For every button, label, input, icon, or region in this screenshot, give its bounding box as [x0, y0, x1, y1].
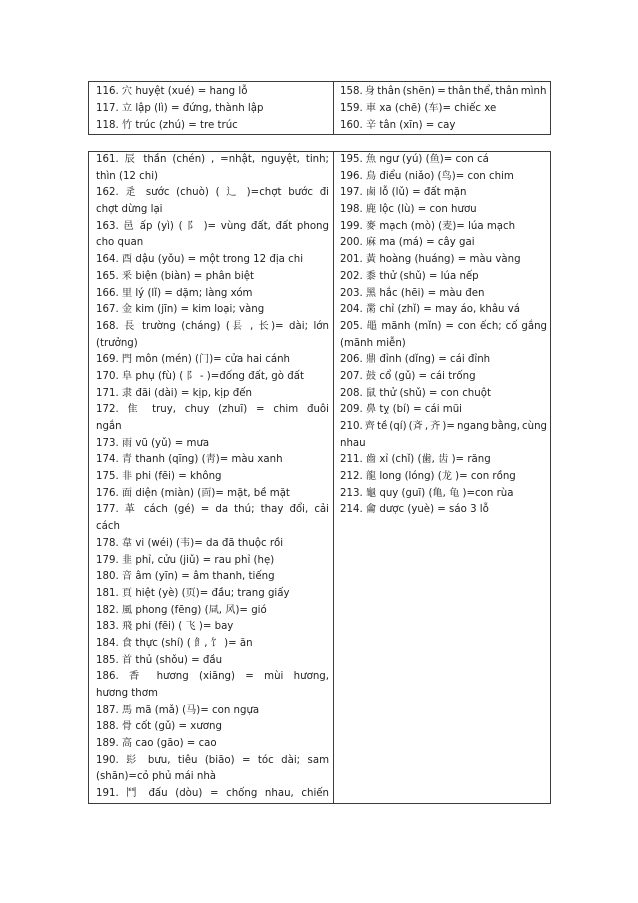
entry-line: 198. 鹿 lộc (lù) = con hươu	[340, 204, 477, 216]
entry-line: 190. 髟 bưu, tiêu (biāo) = tóc dài; sam	[96, 754, 329, 766]
entry-117: 117. 立 lập (lì) = đứng, thành lập	[96, 103, 264, 114]
entry-line: 212. 龍 long (lóng) (龙 )= con rồng	[340, 471, 516, 483]
entry-line: 199. 麥 mạch (mò) (麦)= lúa mạch	[340, 220, 516, 232]
entry-line: 172. 隹 truy, chuy (zhuī) = chim đuôi	[96, 404, 329, 416]
entry-line: 181. 頁 hiệt (yè) (页)= đầu; trang giấy	[96, 587, 290, 599]
entry-199	[340, 219, 547, 236]
entry-211	[340, 452, 547, 469]
entry-line: 178. 韋 vi (wéi) (韦)= da đã thuộc rồi	[96, 537, 284, 549]
entry-179	[96, 553, 329, 570]
entry-214	[340, 502, 547, 519]
entry-line: 169. 門 môn (mén) (门)= cửa hai cánh	[96, 354, 291, 366]
entry-line: 176. 面 diện (miàn) (靣)= mặt, bề mặt	[96, 487, 290, 499]
entry-line: 203. 黑 hắc (hēi) = màu đen	[340, 287, 485, 299]
entry-182	[96, 603, 329, 620]
entry-line: 208. 鼠 thử (shǔ) = con chuột	[340, 387, 491, 399]
entry-line: 214. 龠 dược (yuè) = sáo 3 lỗ	[340, 504, 489, 516]
entry-164	[96, 252, 329, 269]
entry-line: (mãnh miễn)	[340, 337, 406, 349]
entry-line: 179. 韭 phỉ, cửu (jiǔ) = rau phỉ (hẹ)	[96, 554, 275, 566]
entry-line: hương thơm	[96, 688, 158, 699]
entry-line: 161. 辰 thần (chén) , =nhật, nguyệt, tinh;	[96, 154, 329, 165]
entry-line: 183. 飛 phi (fēi) ( 飞 )= bay	[96, 621, 234, 633]
entry-line: 163. 邑 ấp (yì) ( 阝 )= vùng đất, đất phong	[96, 220, 329, 232]
entry-163	[96, 219, 329, 252]
entry-159: 159. 車 xa (chē) (车)= chiếc xe	[340, 103, 497, 114]
entry-201	[340, 252, 547, 269]
entry-203	[340, 286, 547, 303]
entry-line: chợt dừng lại	[96, 204, 163, 216]
entry-line: 170. 阜 phụ (fù) ( 阝 - )=đống đất, gò đất	[96, 370, 304, 382]
entry-209	[340, 402, 547, 419]
entry-line: 196. 鳥 điểu (niǎo) (鸟)= con chim	[340, 170, 514, 182]
entry-206	[340, 352, 547, 369]
entry-187	[96, 703, 329, 720]
entry-line: 206. 鼎 đỉnh (dǐng) = cái đỉnh	[340, 354, 491, 366]
entry-line: 210. 齊 tề (qí) (斉 , 齐 )= ngang bằng, cùng	[340, 421, 547, 432]
entry-line: 167. 金 kim (jīn) = kim loại; vàng	[96, 304, 265, 316]
entry-line: 209. 鼻 tỵ (bí) = cái mũi	[340, 404, 462, 416]
entry-181	[96, 586, 329, 603]
entry-180	[96, 569, 329, 586]
table-column-right	[334, 152, 550, 803]
entry-line: nhau	[340, 437, 366, 449]
entry-line: 164. 酉 dậu (yǒu) = một trong 12 địa chi	[96, 254, 304, 266]
entry-line: 168. 長 trường (cháng) (镸 , 长)= dài; lớn	[96, 320, 329, 332]
entry-line: 188. 骨 cốt (gǔ) = xương	[96, 721, 222, 733]
entry-line: 166. 里 lý (lǐ) = dặm; làng xóm	[96, 287, 253, 299]
entry-165	[96, 269, 329, 286]
radicals-table-main	[88, 151, 551, 804]
entry-170	[96, 369, 329, 386]
entry-195	[340, 152, 547, 169]
entry-line: cho quan	[96, 237, 144, 249]
entry-line: 211. 齒 xỉ (chǐ) (歯, 齿 )= răng	[340, 454, 491, 466]
entry-162	[96, 185, 329, 218]
entry-line: 185. 首 thủ (shǒu) = đầu	[96, 654, 223, 666]
entry-116: 116. 穴 huyệt (xué) = hang lỗ	[96, 86, 248, 97]
entry-line: 200. 麻 ma (má) = cây gai	[340, 237, 475, 249]
entry-189	[96, 736, 329, 753]
table-column-right	[334, 82, 550, 134]
entry-line: 174. 青 thanh (qīng) (靑)= màu xanh	[96, 454, 283, 466]
entry-167	[96, 302, 329, 319]
entry-line: (trưởng)	[96, 337, 138, 349]
entry-line: 162. 辵 sước (chuò) ( 辶 )=chợt bước đi	[96, 187, 329, 199]
entry-166	[96, 286, 329, 303]
entry-160: 160. 辛 tân (xīn) = cay	[340, 120, 456, 131]
entry-line: 204. 黹 chỉ (zhǐ) = may áo, khâu vá	[340, 304, 521, 316]
entry-197	[340, 185, 547, 202]
entry-line: 182. 風 phong (fēng) (凬, 风)= gió	[96, 604, 267, 616]
entry-190	[96, 753, 329, 786]
entry-line: 189. 高 cao (gāo) = cao	[96, 738, 217, 750]
entry-186	[96, 669, 329, 702]
entry-174	[96, 452, 329, 469]
entry-198	[340, 202, 547, 219]
entry-191	[96, 786, 329, 803]
entry-line: 165. 釆 biện (biàn) = phân biệt	[96, 270, 254, 282]
entry-line: 171. 隶 đãi (dài) = kịp, kịp đến	[96, 387, 252, 399]
entry-line: 205. 黽 mãnh (mǐn) = con ếch; cố gắng	[340, 320, 547, 332]
entry-line: 213. 龜 quy (guī) (亀, 龟 )=con rùa	[340, 487, 514, 499]
entry-161	[96, 152, 329, 185]
entry-line: 177. 革 cách (gé) = da thú; thay đổi, cải	[96, 504, 329, 516]
entry-line: 175. 非 phi (fēi) = không	[96, 471, 222, 483]
entry-208	[340, 386, 547, 403]
entry-172	[96, 402, 329, 435]
entry-line: 173. 雨 vũ (yǔ) = mưa	[96, 437, 210, 449]
entry-line: 186. 香 hương (xiāng) = mùi hương,	[96, 671, 329, 683]
entry-line: cách	[96, 521, 120, 533]
entry-158: 158. 身 thân (shēn) = thân thể, thân mình	[340, 86, 547, 97]
entry-212	[340, 469, 547, 486]
entry-173	[96, 436, 329, 453]
entry-202	[340, 269, 547, 286]
entry-line: (shān)=cỏ phủ mái nhà	[96, 771, 217, 783]
entry-line: 201. 黃 hoàng (huáng) = màu vàng	[340, 254, 521, 266]
entry-118: 118. 竹 trúc (zhú) = tre trúc	[96, 120, 238, 131]
entry-line: 207. 鼓 cổ (gǔ) = cái trống	[340, 370, 476, 382]
table-column-left	[89, 82, 334, 134]
entry-200	[340, 235, 547, 252]
entry-205	[340, 319, 547, 352]
entry-line: ngắn	[96, 421, 122, 432]
entry-line: 180. 音 âm (yīn) = âm thanh, tiếng	[96, 571, 275, 583]
radicals-table-top	[88, 81, 551, 135]
entry-210	[340, 419, 547, 452]
entry-line: 197. 鹵 lỗ (lǔ) = đất mặn	[340, 187, 467, 199]
entry-188	[96, 719, 329, 736]
entry-175	[96, 469, 329, 486]
entry-183	[96, 619, 329, 636]
entry-185	[96, 653, 329, 670]
entry-177	[96, 502, 329, 535]
entry-184	[96, 636, 329, 653]
entry-213	[340, 486, 547, 503]
entry-171	[96, 386, 329, 403]
entry-196	[340, 169, 547, 186]
entry-207	[340, 369, 547, 386]
entry-169	[96, 352, 329, 369]
entry-178	[96, 536, 329, 553]
table-column-left	[89, 152, 334, 803]
entry-line: thìn (12 chi)	[96, 170, 159, 182]
entry-line: 202. 黍 thử (shǔ) = lúa nếp	[340, 270, 479, 282]
entry-line: 191. 鬥 đấu (dòu) = chống nhau, chiến	[96, 788, 329, 800]
entry-168	[96, 319, 329, 352]
entry-line: 184. 食 thực (shí) ( 飠, 饣 )= ăn	[96, 637, 253, 649]
entry-204	[340, 302, 547, 319]
entry-line: 195. 魚 ngư (yú) (鱼)= con cá	[340, 154, 489, 165]
entry-line: 187. 馬 mã (mǎ) (马)= con ngựa	[96, 704, 260, 716]
entry-176	[96, 486, 329, 503]
